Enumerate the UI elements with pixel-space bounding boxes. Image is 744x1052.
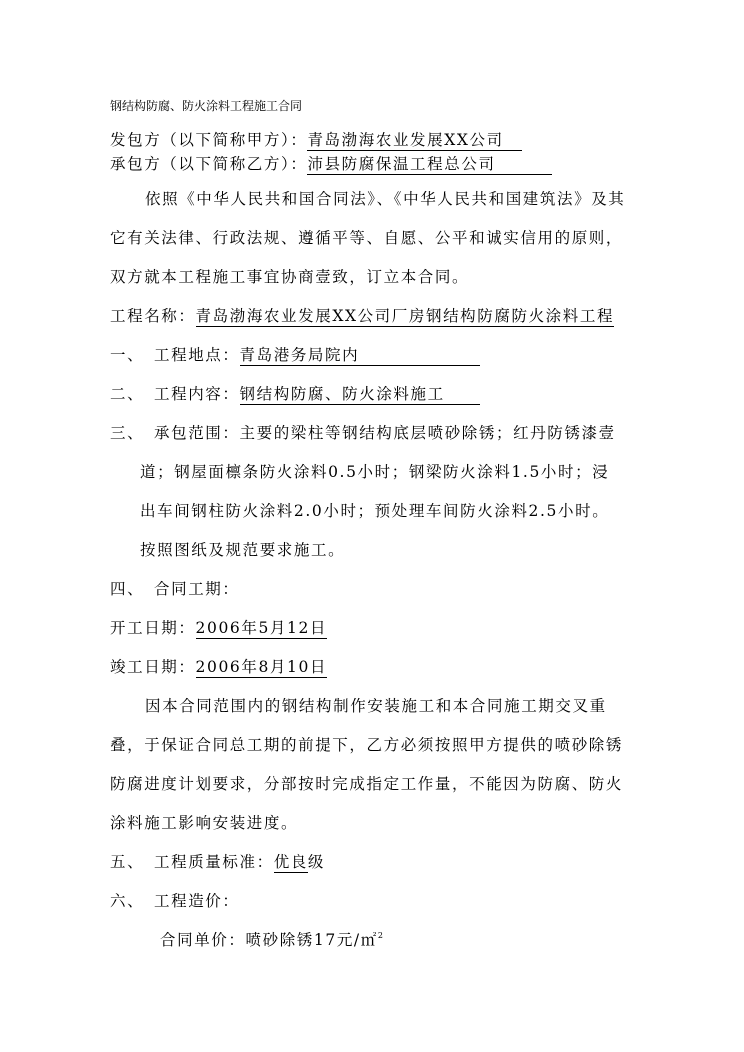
schedule-para-line-1: 因本合同范围内的钢结构制作安装施工和本合同施工期交叉重: [145, 697, 607, 715]
intro-line-1: 依照《中华人民共和国合同法》、《中华人民共和国建筑法》及其: [145, 190, 626, 208]
end-date-value: 2006年8月10日: [195, 658, 328, 676]
section-1: [110, 343, 480, 366]
document-title: 钢结构防腐、防火涂料工程施工合同: [110, 99, 303, 113]
section-6: [110, 889, 240, 911]
schedule-para-line-3: 防腐进度计划要求，分部按时完成指定工作量，不能因为防腐、防火: [110, 775, 624, 793]
unit-price-line: [160, 928, 383, 950]
project-name-value: 青岛渤海农业发展XX公司厂房钢结构防腐防火涂料工程: [195, 307, 615, 325]
section-4-number: 四、: [110, 580, 145, 598]
section-4: [110, 577, 240, 599]
section-6-label: 工程造价：: [154, 892, 240, 910]
end-date-line: [110, 655, 327, 678]
section-2: [110, 382, 480, 405]
party-b-line: [110, 152, 552, 175]
section-5-suffix: 级: [307, 853, 326, 871]
party-b-value: 沛县防腐保温工程总公司: [307, 156, 552, 175]
schedule-para-line-2: 叠，于保证合同总工期的前提下，乙方必须按照甲方提供的喷砂除锈: [110, 736, 624, 754]
end-date-label: 竣工日期：: [110, 658, 196, 676]
section-3-line-3: 出车间钢柱防火涂料2.0小时；预处理车间防火涂料2.5小时。: [140, 502, 610, 520]
schedule-para-line-4: 涂料施工影响安装进度。: [110, 814, 299, 832]
section-1-value: 青岛港务局院内: [240, 347, 480, 366]
start-date-value: 2006年5月12日: [195, 619, 328, 637]
section-2-number: 二、: [110, 385, 145, 403]
section-2-value: 钢结构防腐、防火涂料施工: [240, 386, 480, 405]
section-4-label: 合同工期：: [154, 580, 240, 598]
section-1-number: 一、: [110, 346, 145, 364]
unit-price-superscript: 2: [377, 931, 383, 940]
section-2-label: 工程内容：: [154, 385, 240, 403]
section-3-line-4: 按照图纸及规范要求施工。: [140, 541, 346, 559]
project-name-line: [110, 304, 614, 327]
section-3: [110, 421, 616, 443]
party-a-value: 青岛渤海农业发展XX公司: [307, 132, 522, 151]
section-3-line-2: 道；钢屋面檩条防火涂料0.5小时；钢梁防火涂料1.5小时；浸: [140, 463, 610, 481]
section-5-label: 工程质量标准：: [154, 853, 274, 871]
party-a-line: [110, 128, 522, 151]
start-date-line: [110, 616, 327, 639]
party-a-label: 发包方（以下简称甲方）：: [110, 131, 308, 149]
start-date-label: 开工日期：: [110, 619, 196, 637]
section-1-label: 工程地点：: [154, 346, 240, 364]
party-b-label: 承包方（以下简称乙方）：: [110, 155, 308, 173]
section-6-number: 六、: [110, 892, 145, 910]
intro-line-2: 它有关法律、行政法规、遵循平等、自愿、公平和诚实信用的原则，: [110, 229, 624, 247]
section-3-number: 三、: [110, 424, 145, 442]
unit-price-text: 合同单价：喷砂除锈17元/㎡: [160, 931, 378, 949]
section-5-number: 五、: [110, 853, 145, 871]
intro-line-3: 双方就本工程施工事宜协商壹致，订立本合同。: [110, 268, 470, 286]
section-3-first-line: 承包范围：主要的梁柱等钢结构底层喷砂除锈；红丹防锈漆壹: [154, 424, 616, 442]
section-5-value: 优良: [273, 853, 308, 871]
project-name-label: 工程名称：: [110, 307, 196, 325]
section-5: [110, 850, 325, 873]
